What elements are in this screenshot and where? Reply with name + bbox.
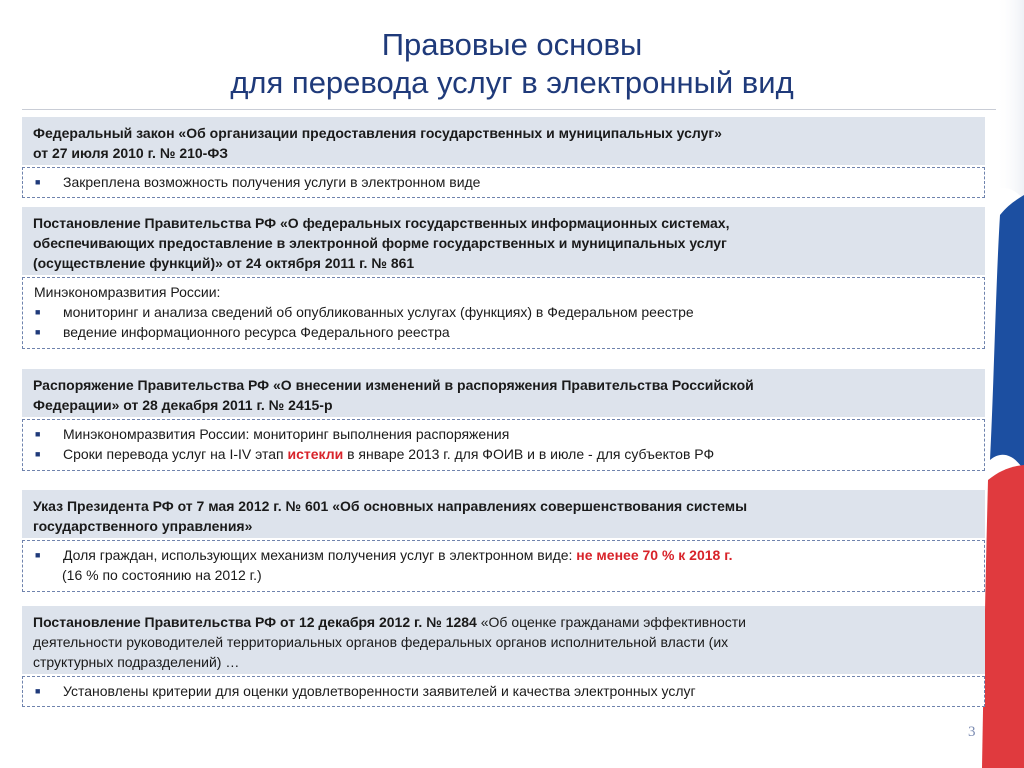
section-body (22, 277, 985, 349)
section-federal-law-210 (22, 117, 985, 198)
list-item-text: Минэкономразвития России: мониторинг выполнения распоряжения (63, 426, 510, 442)
header-line: от 27 июля 2010 г. № 210-ФЗ (33, 145, 229, 161)
page-number: 3 (968, 724, 976, 740)
square-bullet-icon: ■ (35, 550, 41, 560)
square-bullet-icon: ■ (35, 327, 41, 337)
section-body (22, 676, 985, 707)
list-item (34, 322, 974, 342)
header-line: Федерации» от 28 декабря 2011 г. № 2415-р (33, 397, 333, 413)
section-decree-601 (22, 490, 985, 592)
square-bullet-icon: ■ (35, 429, 41, 439)
list-item (34, 172, 974, 192)
square-bullet-icon: ■ (35, 686, 41, 696)
section-order-2415 (22, 369, 985, 471)
body-intro: Минэкономразвития России: (34, 284, 221, 300)
title-divider (22, 109, 996, 110)
square-bullet-icon: ■ (35, 449, 41, 459)
header-line: структурных подразделений) … (33, 654, 240, 670)
section-body (22, 419, 985, 471)
header-line: Федеральный закон «Об организации предоставления государственных и муниципальных услуг» (33, 125, 722, 141)
list-item-text: Закреплена возможность получения услуги в электронном виде (63, 174, 481, 190)
title-line-2: для перевода услуг в электронный вид (230, 65, 794, 100)
text-part: Доля граждан, использующих механизм получения услуг в электронном виде: (63, 547, 577, 563)
list-item (34, 681, 974, 701)
square-bullet-icon: ■ (35, 177, 41, 187)
highlight-expired: истекли (287, 446, 344, 462)
section-header (22, 117, 985, 167)
text-part: в январе 2013 г. для ФОИВ и в июле - для субъектов РФ (343, 446, 715, 462)
highlight-target: не менее 70 % к 2018 г. (576, 547, 733, 563)
section-body (22, 540, 985, 592)
header-line: (осуществление функций)» от 24 октября 2011 г. № 861 (33, 255, 415, 271)
section-header (22, 606, 985, 676)
header-line: государственного управления» (33, 518, 253, 534)
list-item (34, 302, 974, 322)
header-line: деятельности руководителей территориальных органов федеральных органов исполнительной власти (их (33, 634, 729, 650)
header-line: Распоряжение Правительства РФ «О внесении изменений в распоряжения Правительства Российской (33, 377, 754, 393)
list-item-text: мониторинг и анализа сведений об опубликованных услугах (функциях) в Федеральном реестре (63, 304, 694, 320)
section-resolution-1284 (22, 606, 985, 707)
header-bold-part: Постановление Правительства РФ от 12 декабря 2012 г. № 1284 (33, 614, 477, 630)
list-item (34, 424, 974, 444)
section-resolution-861 (22, 207, 985, 349)
title-line-1: Правовые основы (381, 27, 643, 62)
section-header (22, 369, 985, 419)
header-line: Постановление Правительства РФ «О федеральных государственных информационных системах, (33, 215, 730, 231)
header-normal-part: «Об оценке гражданами эффективности (476, 614, 746, 630)
header-line (33, 612, 975, 632)
list-item-text: Установлены критерии для оценки удовлетворенности заявителей и качества электронных услуг (63, 683, 696, 699)
list-item-continuation: (16 % по состоянию на 2012 г.) (62, 567, 262, 583)
page-title (0, 26, 1024, 102)
list-item-text (63, 444, 714, 464)
list-item-text: ведение информационного ресурса Федерального реестра (63, 324, 450, 340)
list-item-text (63, 545, 733, 565)
section-body (22, 167, 985, 198)
text-part: Сроки перевода услуг на I-IV этап (63, 446, 288, 462)
section-header (22, 207, 985, 277)
header-line: Указ Президента РФ от 7 мая 2012 г. № 601 «Об основных направлениях совершенствования системы (33, 498, 748, 514)
square-bullet-icon: ■ (35, 307, 41, 317)
section-header (22, 490, 985, 540)
list-item (34, 444, 974, 464)
header-line: обеспечивающих предоставление в электронной форме государственных и муниципальных услуг (33, 235, 727, 251)
list-item (34, 545, 974, 565)
